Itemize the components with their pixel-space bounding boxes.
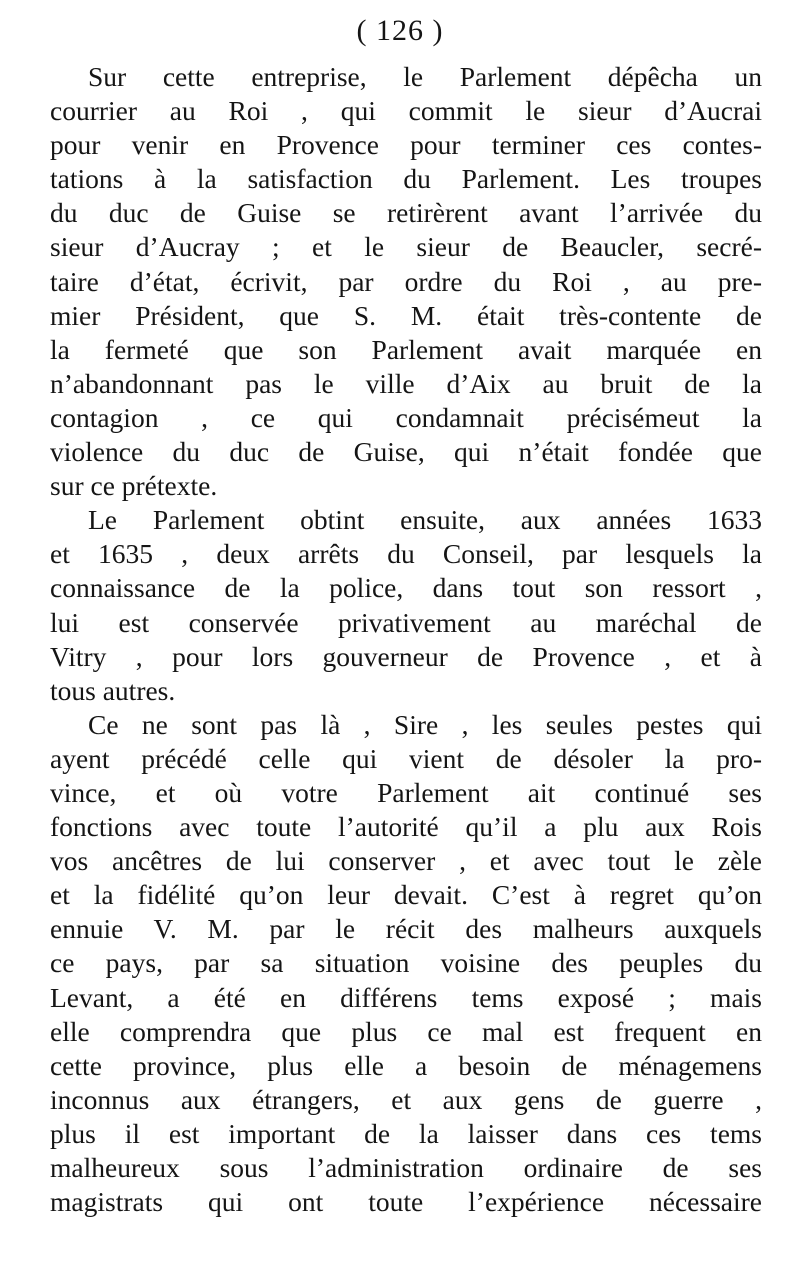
text-line: violence du duc de Guise, qui n’était fondée que	[50, 436, 762, 468]
text-line: Sur cette entreprise, le Parlement dépêcha un	[88, 61, 762, 92]
body-text	[50, 60, 762, 1219]
text-line: Ce ne sont pas là , Sire , les seules pestes qui	[88, 708, 762, 740]
paragraph	[50, 708, 762, 1219]
text-line: connaissance de la police, dans tout son ressort ,	[50, 572, 762, 604]
text-line: magistrats qui ont toute l’expérience nécessaire	[50, 1186, 762, 1218]
text-line: pour venir en Provence pour terminer ces contes-	[50, 129, 762, 161]
text-line: lui est conservée privativement au maréchal de	[50, 606, 762, 638]
paragraph	[50, 60, 762, 503]
text-line: sieur d’Aucray ; et le sieur de Beaucler, secré-	[50, 231, 762, 263]
text-line: malheureux sous l’administration ordinaire de ses	[50, 1152, 762, 1183]
text-line: la fermeté que son Parlement avait marquée en	[50, 333, 762, 365]
text-line: ce pays, par sa situation voisine des peuples du	[50, 947, 762, 979]
paragraph	[50, 503, 762, 708]
text-line: Levant, a été en différens tems exposé ; mais	[50, 981, 762, 1013]
text-line: ennuie V. M. par le récit des malheurs auxquels	[50, 913, 762, 945]
text-line: contagion , ce qui condamnait précisémeut la	[50, 401, 762, 433]
text-line: Le Parlement obtint ensuite, aux années 1633	[88, 504, 762, 536]
text-line: sur ce prétexte.	[50, 470, 218, 502]
text-line: vos ancêtres de lui conserver , et avec tout le zèle	[50, 845, 762, 877]
text-line: inconnus aux étrangers, et aux gens de guerre ,	[50, 1083, 762, 1115]
text-line: tous autres.	[50, 674, 176, 706]
text-line: du duc de Guise se retirèrent avant l’arrivée du	[50, 197, 762, 229]
text-line: et 1635 , deux arrêts du Conseil, par lesquels la	[50, 538, 762, 570]
text-line: ayent précédé celle qui vient de désoler la pro-	[50, 742, 762, 774]
text-line: et la fidélité qu’on leur devait. C’est à regret qu’on	[50, 879, 762, 911]
text-line: courrier au Roi , qui commit le sieur d’Aucrai	[50, 95, 762, 127]
text-line: mier Président, que S. M. était très-contente de	[50, 299, 762, 331]
text-line: n’abandonnant pas le ville d’Aix au bruit de la	[50, 367, 762, 399]
text-line: plus il est important de la laisser dans ces tems	[50, 1117, 762, 1149]
text-line: tations à la satisfaction du Parlement. Les troupes	[50, 163, 762, 195]
text-line: fonctions avec toute l’autorité qu’il a plu aux Rois	[50, 811, 762, 843]
page-number: ( 126 )	[356, 14, 444, 47]
text-line: taire d’état, écrivit, par ordre du Roi , au pre-	[50, 265, 762, 297]
text-line: elle comprendra que plus ce mal est frequent en	[50, 1015, 762, 1047]
text-line: cette province, plus elle a besoin de ménagemens	[50, 1049, 762, 1081]
text-line: vince, et où votre Parlement ait continué ses	[50, 776, 762, 808]
text-line: Vitry , pour lors gouverneur de Provence , et à	[50, 640, 762, 672]
